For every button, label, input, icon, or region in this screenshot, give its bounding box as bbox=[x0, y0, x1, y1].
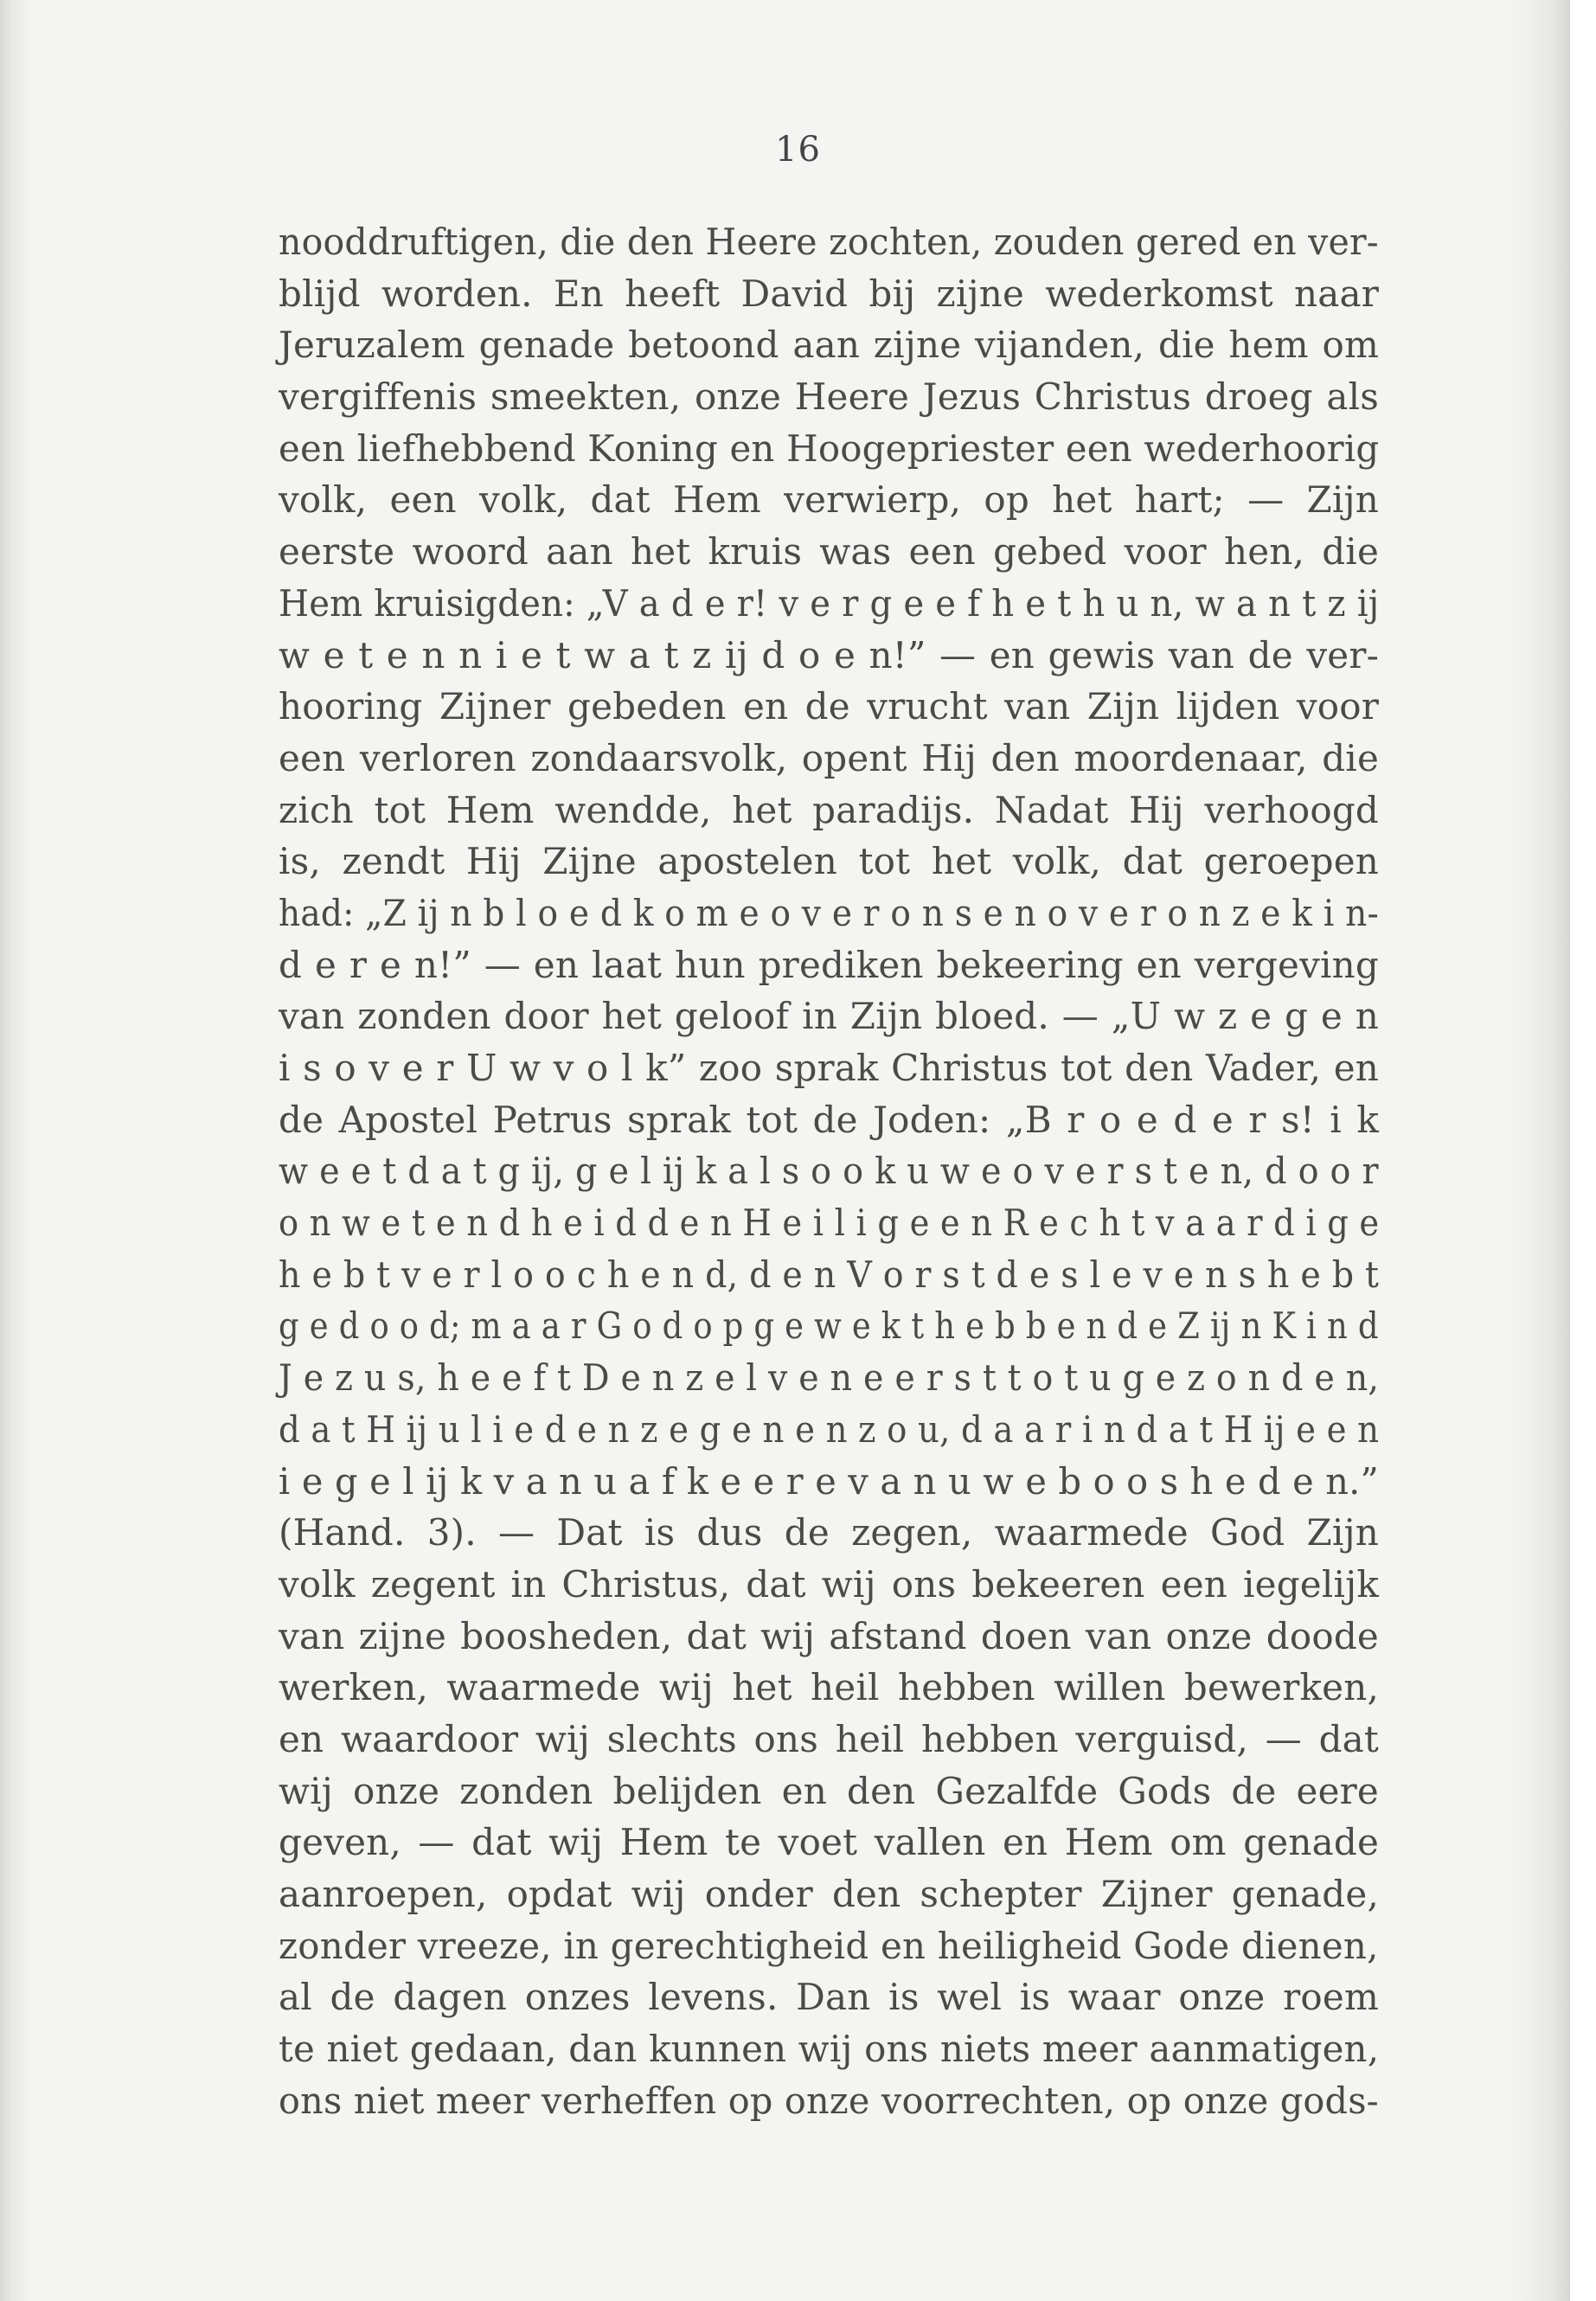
text-line: een liefhebbend Koning en Hoogepriester een wederhoorig bbox=[279, 426, 1380, 470]
text-line: wij onze zonden belijden en den Gezalfde Gods de eere bbox=[279, 1769, 1379, 1812]
text-line: nooddruftigen, die den Heere zochten, zouden gered en ver- bbox=[279, 221, 1379, 263]
text-line: een verloren zondaarsvolk, opent Hij den moordenaar, die bbox=[279, 736, 1379, 779]
page-right-edge-shadow bbox=[1509, 0, 1570, 2301]
text-line: vergiffenis smeekten, onze Heere Jezus Christus droeg als bbox=[279, 375, 1379, 419]
text-line: van zonden door het geloof in Zijn bloed. — „U w z e g e n bbox=[279, 995, 1379, 1038]
text-line: volk, een volk, dat Hem verwierp, op het hart; — Zijn bbox=[279, 478, 1379, 522]
text-line: volk zegent in Christus, dat wij ons bekeeren een iegelijk bbox=[279, 1562, 1379, 1606]
page-right-margin bbox=[1570, 0, 1596, 2301]
text-line: w e e t d a t g ij, g e l ij k a l s o o k u w e o v e r s t e n, d o o r bbox=[279, 1150, 1379, 1193]
text-line: de Apostel Petrus sprak tot de Joden: „B r o e d e r s! i k bbox=[279, 1098, 1379, 1141]
text-line: te niet gedaan, dan kunnen wij ons niets meer aanmatigen, bbox=[279, 2028, 1380, 2071]
text-line: had: „Z ij n b l o e d k o m e o v e r o n s e n o v e r o n z e k i n- bbox=[279, 891, 1379, 934]
text-line: al de dagen onzes levens. Dan is wel is waar onze roem bbox=[279, 1976, 1379, 2019]
text-line: geven, — dat wij Hem te voet vallen en Hem om genade bbox=[279, 1821, 1379, 1864]
text-line: eerste woord aan het kruis was een gebed voor hen, die bbox=[279, 530, 1379, 574]
page-left-edge-shadow bbox=[0, 0, 29, 2301]
page-number: 16 bbox=[775, 130, 821, 170]
text-line: J e z u s, h e e f t D e n z e l v e n e e r s t t o t u g e z o n d e n, bbox=[279, 1356, 1380, 1400]
text-line: d a t H ij u l i e d e n z e g e n e n z o u, d a a r i n d a t H ij e e n bbox=[279, 1407, 1380, 1451]
text-line: d e r e n!” — en laat hun prediken bekeering en vergeving bbox=[279, 943, 1379, 986]
text-line: aanroepen, opdat wij onder den schepter Zijner genade, bbox=[279, 1873, 1379, 1915]
text-line: ons niet meer verheffen op onze voorrechten, op onze gods- bbox=[279, 2079, 1379, 2122]
text-line: Jeruzalem genade betoond aan zijne vijanden, die hem om bbox=[279, 324, 1379, 367]
text-line: i e g e l ij k v a n u a f k e e r e v a n u w e b o o s h e d e n.” bbox=[279, 1459, 1379, 1503]
text-line: g e d o o d; m a a r G o d o p g e w e k t h e b b e n d e Z ij n K i n d bbox=[279, 1304, 1379, 1348]
text-line: van zijne boosheden, dat wij afstand doen van onze doode bbox=[279, 1614, 1379, 1657]
text-line: zich tot Hem wendde, het paradijs. Nadat Hij verhoogd bbox=[279, 788, 1379, 831]
text-line: hooring Zijner gebeden en de vrucht van Zijn lijden voor bbox=[279, 685, 1379, 728]
text-line: (Hand. 3). — Dat is dus de zegen, waarmede God Zijn bbox=[279, 1511, 1379, 1554]
page-body-text bbox=[279, 216, 1379, 2126]
text-line: werken, waarmede wij het heil hebben willen bewerken, bbox=[279, 1666, 1379, 1709]
text-line: en waardoor wij slechts ons heil hebben verguisd, — dat bbox=[279, 1717, 1379, 1760]
text-line: h e b t v e r l o o c h e n d, d e n V o r s t d e s l e v e n s h e b t bbox=[279, 1253, 1380, 1296]
text-line: Hem kruisigden: „V a d e r! v e r g e e f h e t h u n, w a n t z ij bbox=[279, 581, 1380, 625]
text-line: i s o v e r U w v o l k” zoo sprak Christus tot den Vader, en bbox=[279, 1047, 1379, 1089]
text-line: w e t e n n i e t w a t z ij d o e n!” — en gewis van de ver- bbox=[279, 633, 1379, 676]
text-line: blijd worden. En heeft David bij zijne wederkomst naar bbox=[279, 272, 1379, 315]
text-line: o n w e t e n d h e i d d e n H e i l i g e e n R e c h t v a a r d i g e bbox=[279, 1202, 1380, 1245]
text-line: zonder vreeze, in gerechtigheid en heiligheid Gode dienen, bbox=[279, 1924, 1379, 1967]
text-line: is, zendt Hij Zijne apostelen tot het volk, dat geroepen bbox=[279, 840, 1379, 883]
